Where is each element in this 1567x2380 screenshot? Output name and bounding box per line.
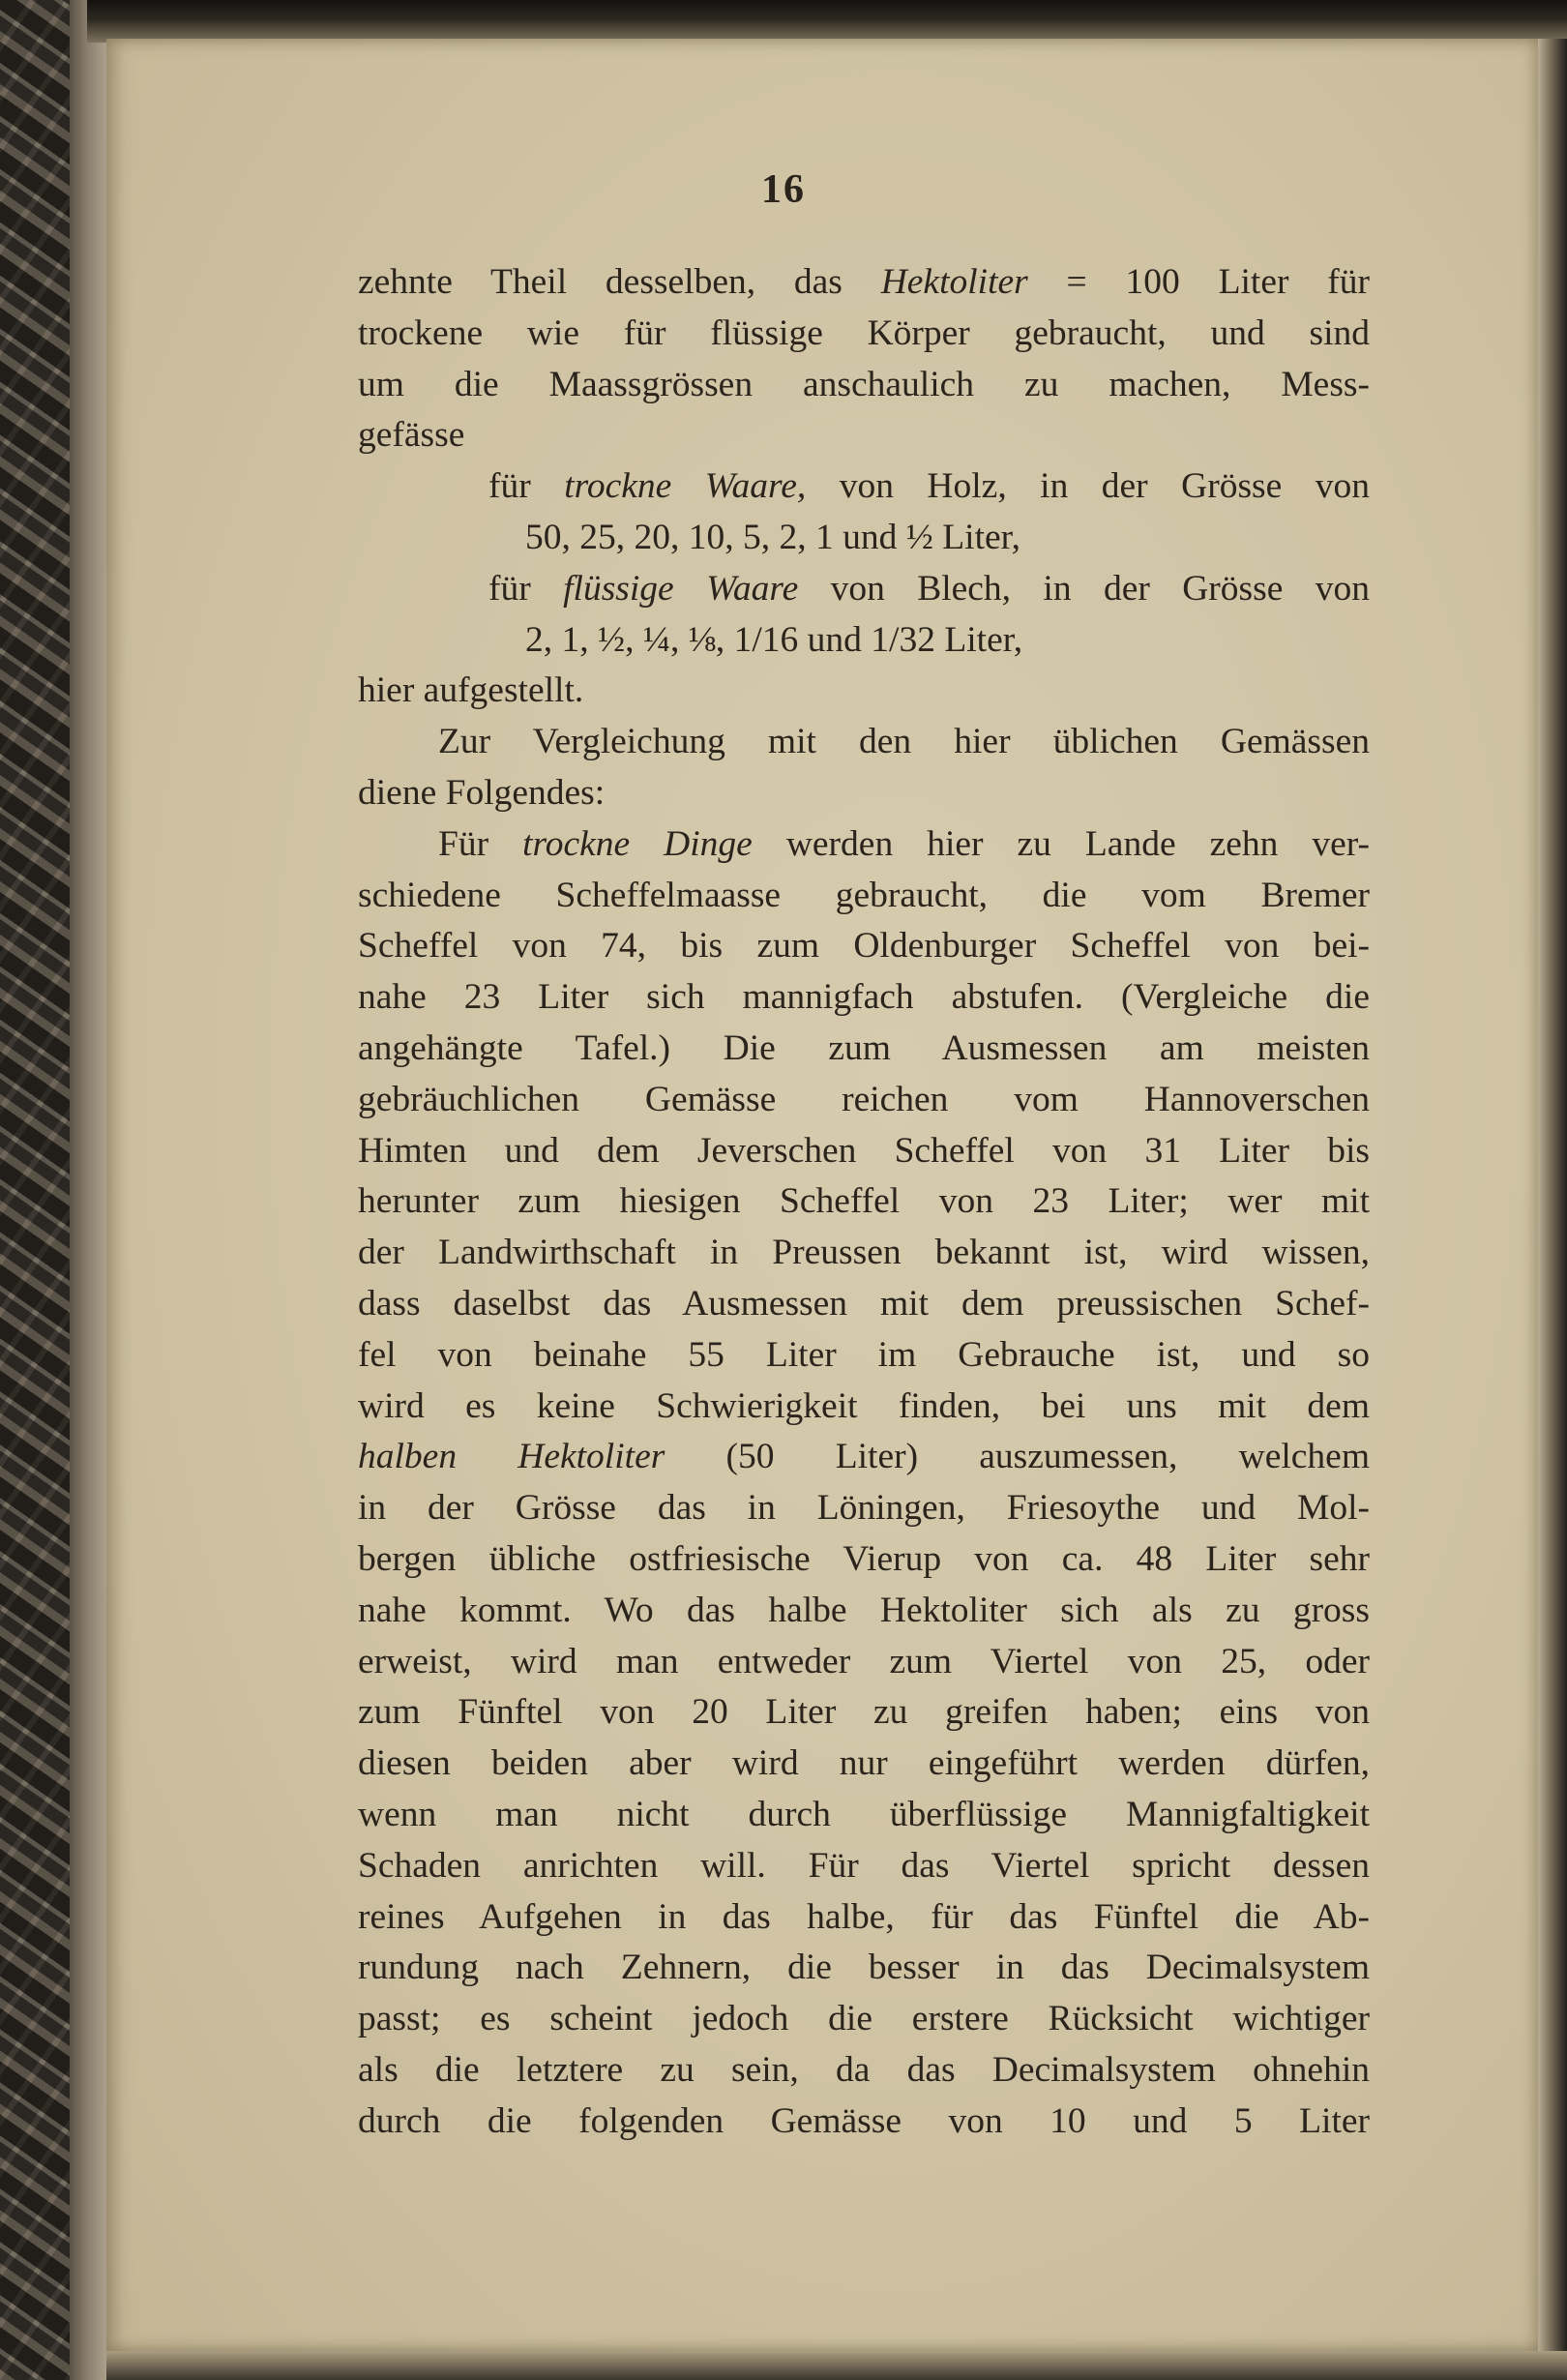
text-line-26: bergen übliche ostfriesische Vierup von ca. 48 Liter sehr <box>358 1538 1370 1579</box>
text-line-20: der Landwirthschaft in Preussen bekannt ist, wird wissen, <box>358 1233 1370 1273</box>
text-line-6: 50, 25, 20, 10, 5, 2, 1 und ½ Liter, <box>525 517 1020 557</box>
text-line-3: um die Maassgrössen anschaulich zu machen, Mess- <box>358 364 1370 404</box>
page-top-edge <box>87 0 1567 43</box>
text-line-25: in der Grösse das in Löningen, Friesoythe und Mol- <box>358 1488 1370 1529</box>
text-line-37: durch die folgenden Gemässe von 10 und 5 Liter <box>358 2100 1370 2141</box>
text-line-19: herunter zum hiesigen Scheffel von 23 Liter; wer mit <box>358 1181 1370 1222</box>
text-line-14: Scheffel von 74, bis zum Oldenburger Scheffel von bei- <box>358 926 1370 967</box>
text-line-7: für flüssige Waare von Blech, in der Grösse von <box>488 568 1370 609</box>
text-line-34: rundung nach Zehnern, die besser in das Decimalsystem <box>358 1948 1370 1988</box>
text-line-15: nahe 23 Liter sich mannigfach abstufen. (Vergleiche die <box>358 977 1370 1018</box>
text-line-18: Himten und dem Jeverschen Scheffel von 31 Liter bis <box>358 1130 1370 1171</box>
text-line-1: zehnte Theil desselben, das Hektoliter = 100 Liter für <box>358 262 1370 302</box>
page-number: 16 <box>761 167 806 212</box>
page-right-edge <box>1538 39 1567 2380</box>
text-line-30: diesen beiden aber wird nur eingeführt werden dürfen, <box>358 1743 1370 1784</box>
text-line-11: diene Folgendes: <box>358 772 606 813</box>
text-line-12: Für trockne Dinge werden hier zu Lande zehn ver- <box>438 823 1370 864</box>
text-line-4: gefässe <box>358 415 465 456</box>
text-line-22: fel von beinahe 55 Liter im Gebrauche ist, und so <box>358 1334 1370 1375</box>
text-line-16: angehängte Tafel.) Die zum Ausmessen am meisten <box>358 1027 1370 1068</box>
text-line-17: gebräuchlichen Gemässe reichen vom Hannoverschen <box>358 1079 1370 1119</box>
text-line-23: wird es keine Schwierigkeit finden, bei uns mit dem <box>358 1385 1370 1426</box>
page-bottom-edge <box>106 2351 1567 2380</box>
text-line-9: hier aufgestellt. <box>358 670 584 711</box>
text-line-28: erweist, wird man entweder zum Viertel von 25, oder <box>358 1641 1370 1681</box>
text-line-21: dass daselbst das Ausmessen mit dem preussischen Schef- <box>358 1283 1370 1324</box>
text-line-24: halben Hektoliter (50 Liter) auszumessen, welchem <box>358 1437 1370 1477</box>
text-line-27: nahe kommt. Wo das halbe Hektoliter sich als zu gross <box>358 1590 1370 1630</box>
text-line-8: 2, 1, ½, ¼, ⅛, 1/16 und 1/32 Liter, <box>525 619 1023 660</box>
text-line-32: Schaden anrichten will. Für das Viertel spricht dessen <box>358 1845 1370 1886</box>
text-line-5: für trockne Waare, von Holz, in der Grösse von <box>488 466 1370 507</box>
text-line-2: trockene wie für flüssige Körper gebraucht, und sind <box>358 312 1370 353</box>
text-line-13: schiedene Scheffelmaasse gebraucht, die vom Bremer <box>358 875 1370 915</box>
text-line-35: passt; es scheint jedoch die erstere Rücksicht wichtiger <box>358 1999 1370 2039</box>
text-line-29: zum Fünftel von 20 Liter zu greifen haben; eins von <box>358 1692 1370 1733</box>
body-text <box>358 257 1370 2147</box>
text-line-36: als die letztere zu sein, da das Decimalsystem ohnehin <box>358 2049 1370 2090</box>
text-line-10: Zur Vergleichung mit den hier üblichen Gemässen <box>438 722 1370 762</box>
text-line-31: wenn man nicht durch überflüssige Mannigfaltigkeit <box>358 1794 1370 1834</box>
text-line-33: reines Aufgehen in das halbe, für das Fünftel die Ab- <box>358 1896 1370 1937</box>
